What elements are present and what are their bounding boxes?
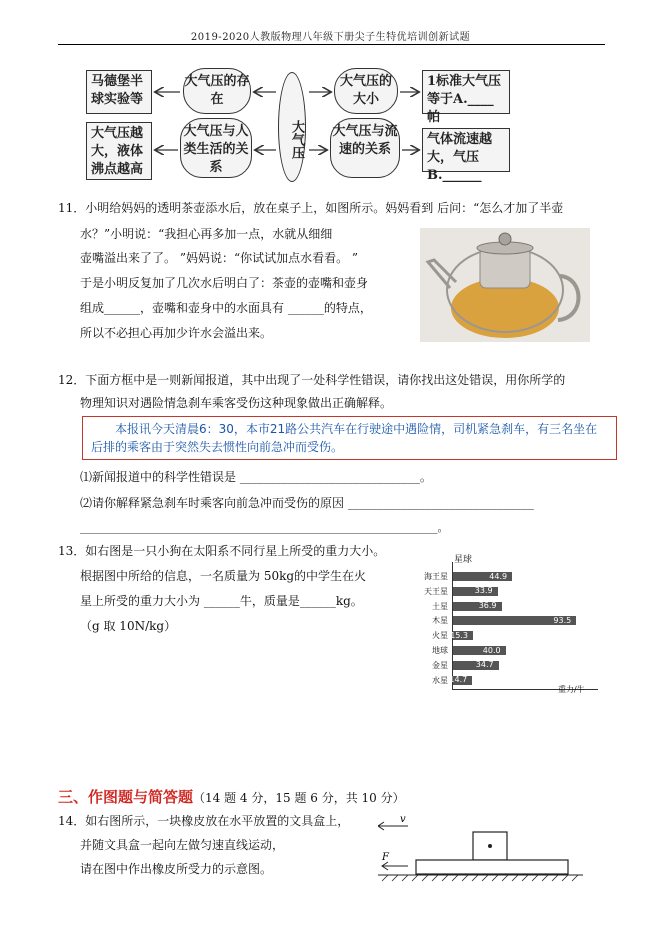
map-box-magdeburg: 马德堡半球实验等	[86, 70, 152, 114]
chart-value-label: 14.7	[449, 675, 468, 685]
q14-line2: 并随文具盒一起向左做匀速直线运动，	[80, 838, 285, 852]
page-header: 2019-2020人教版物理八年级下册尖子生特优培训创新试题	[190, 32, 471, 43]
chart-category-label: 海王星	[424, 572, 448, 581]
chart-ylabel: 星球	[454, 555, 473, 565]
q11-line2: 水？”小明说：“我担心再多加一点，水就从细细	[80, 227, 333, 241]
q11-line3: 壶嘴溢出来了了。 ”妈妈说：“你试试加点水看看。 ”	[80, 251, 359, 265]
q14-diagram	[378, 812, 588, 892]
chart-category-label: 金星	[432, 660, 448, 670]
q13-line1: 13．如右图是一只小狗在太阳系不同行星上所受的重力大小。	[58, 544, 386, 558]
chart-category-label: 火星	[432, 631, 448, 641]
chart-value-label: 44.9	[489, 571, 508, 581]
map-oval-existence: 大气压的存在	[183, 68, 251, 114]
q12-sub2: ⑵请你解释紧急刹车时乘客向前急冲而受伤的原因 _______________________________	[80, 496, 534, 510]
news-text: 本报讯今天清晨6：30，本市21路公共汽车在行驶途中遇险情，司机紧急刹车，有三名坐在后排的乘客由于突然失去惯性向前急冲而受伤。	[91, 422, 598, 454]
q13-line2: 根据图中所给的信息，一名质量为 50kg的中学生在火	[80, 569, 367, 583]
chart-value-label: 34.7	[475, 660, 494, 670]
chart-category-label: 水星	[432, 675, 448, 685]
gravity-chart	[408, 552, 608, 704]
pencil-box	[416, 860, 568, 874]
chart-value-label: 40.0	[482, 645, 501, 655]
q11-line1: 11．小明给妈妈的透明茶壶添水后，放在桌子上，如图所示。妈妈看到 后问：“怎么才加了半壶	[58, 201, 564, 215]
q11-line6: 所以不必担心再加少许水会溢出来。	[80, 326, 273, 340]
force-label: F	[382, 852, 389, 863]
chart-category-label: 木星	[432, 616, 448, 626]
map-oval-flow: 大气压与流速的关系	[330, 118, 400, 178]
q12-sub1: ⑴新闻报道中的科学性错误是 ______________________________。	[80, 470, 432, 484]
chart-category-label: 地球	[432, 646, 448, 655]
chart-y-axis	[452, 562, 453, 690]
news-box	[82, 416, 617, 460]
map-box-flow-pressure: 气体流速越大，气压B.______	[422, 128, 510, 172]
map-box-boiling: 大气压越大，液体沸点越高	[86, 122, 152, 180]
map-box-standard-pressure: 1标准大气压等于A.____帕	[422, 70, 510, 114]
table-hatching	[382, 875, 578, 881]
q11-line5: 组成______，壶嘴和壶身中的水面具有 ______的特点，	[80, 301, 372, 315]
section3-heading	[58, 786, 405, 807]
map-center: 大气压	[278, 72, 306, 182]
chart-value-label: 15.3	[450, 630, 468, 640]
q12-line2: 物理知识对遇险情急刹车乘客受伤这种现象做出正确解释。	[80, 396, 393, 410]
chart-category-label: 土星	[432, 601, 448, 611]
q14-line3: 请在图中作出橡皮所受力的示意图。	[80, 862, 273, 876]
section3-title: 三、作图题与简答题	[58, 788, 194, 806]
chart-value-label: 33.9	[474, 586, 493, 596]
chart-xlabel: 重力/牛	[558, 685, 585, 694]
map-oval-magnitude: 大气压的大小	[334, 68, 398, 114]
q11-line4: 于是小明反复加了几次水后明白了：茶壶的壶嘴和壶身	[80, 276, 369, 290]
chart-value-label: 36.9	[478, 601, 497, 611]
q13-line3: 星上所受的重力大小为 ______牛，质量是______kg。	[80, 594, 363, 608]
q12-line1: 12．下面方框中是一则新闻报道，其中出现了一处科学性错误，请你找出这处错误，用你所学的	[58, 373, 566, 387]
q13-line4: （g 取 10N/kg）	[80, 619, 177, 633]
chart-category-label: 天王星	[424, 586, 448, 596]
q14-line1: 14．如右图所示，一块橡皮放在水平放置的文具盒上，	[58, 814, 350, 828]
q12-sub2-continuation: _________________________________________________________________。	[80, 521, 449, 534]
map-arrows	[0, 0, 661, 200]
teapot-image	[420, 228, 590, 342]
chart-value-label: 93.5	[553, 615, 572, 625]
section3-score: （14 题 4 分，15 题 6 分，共 10 分）	[193, 791, 405, 805]
eraser-center-dot	[488, 844, 492, 848]
velocity-label: v	[400, 814, 406, 825]
map-oval-life: 大气压与人类生活的关系	[180, 118, 252, 178]
